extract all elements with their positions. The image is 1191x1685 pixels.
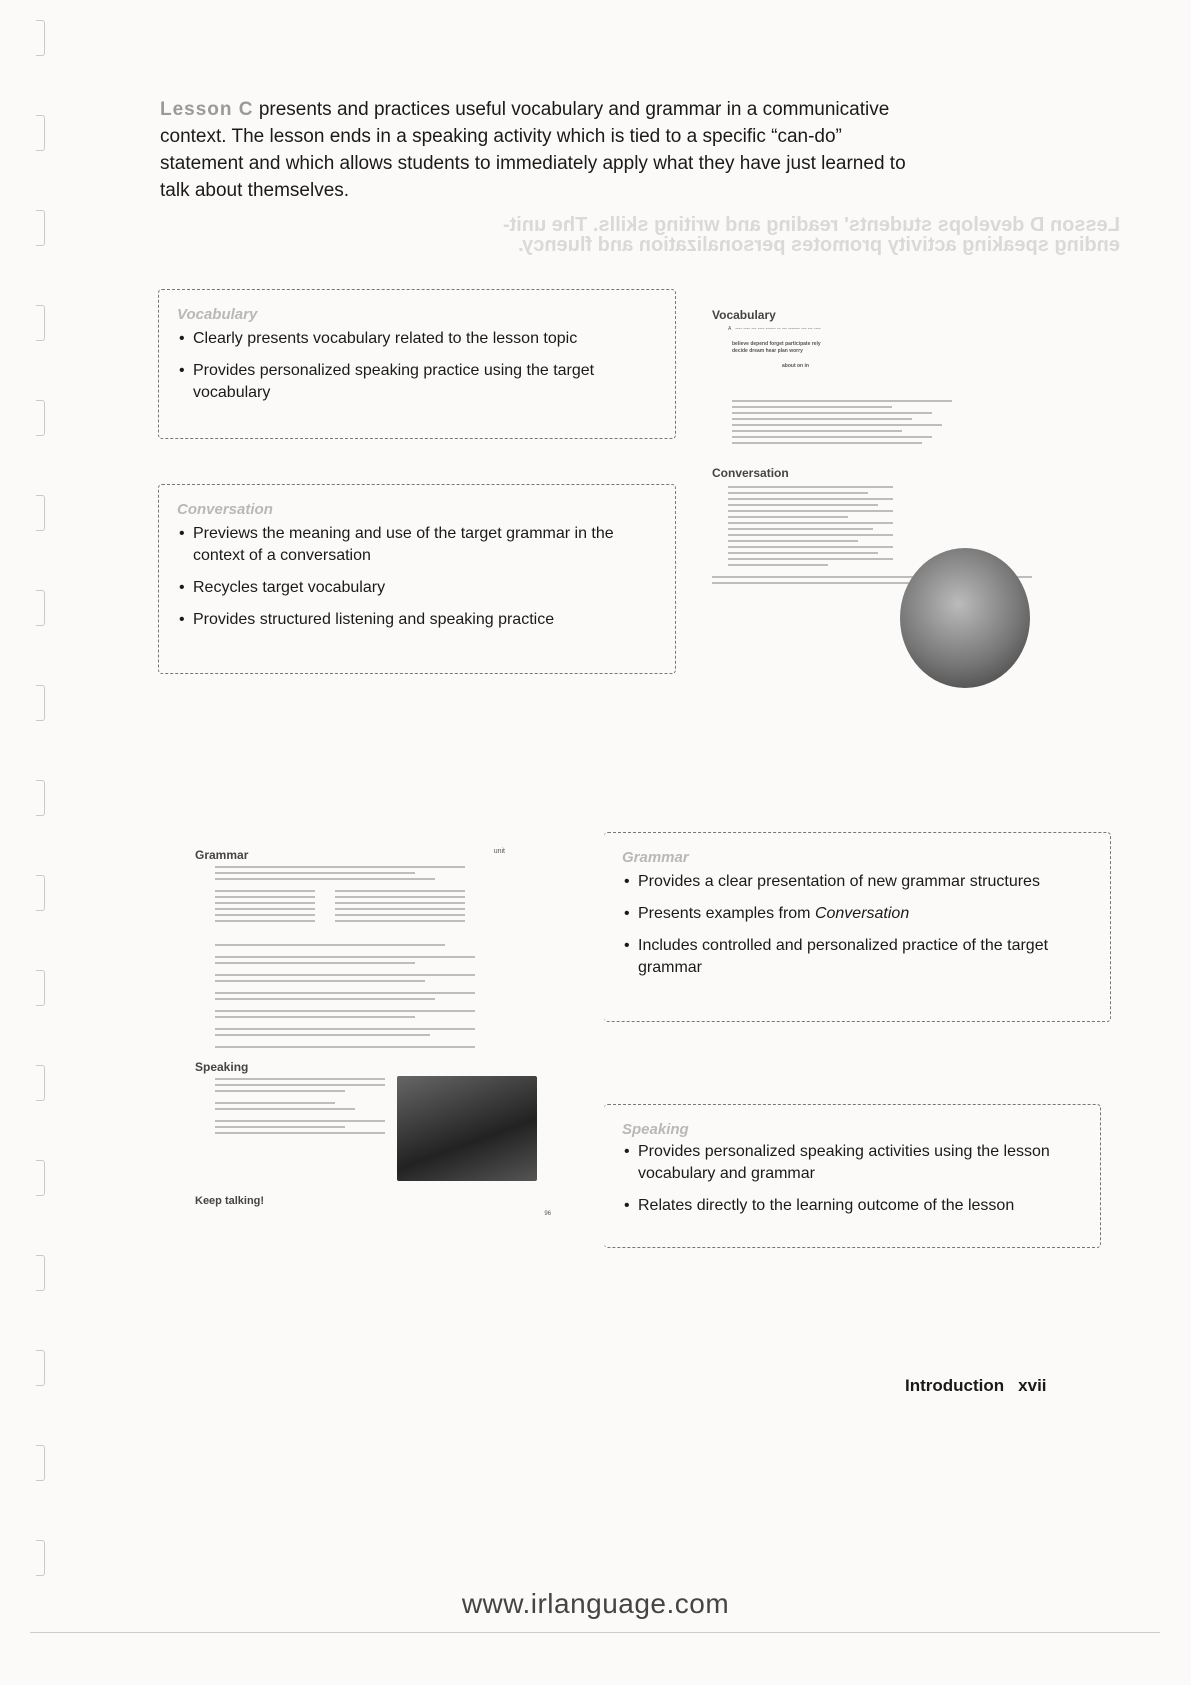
thumb-page-number: 96 (544, 1211, 551, 1217)
speaking-photo (397, 1076, 537, 1181)
list-item: • Provides structured listening and speaking practice (177, 609, 657, 631)
thumb-grammar-heading: Grammar (195, 848, 249, 862)
page-thumbnail-grammar (195, 848, 555, 1318)
grammar-callout (604, 832, 1111, 1022)
list-item: • Provides personalized speaking activities using the lesson vocabulary and grammar (622, 1141, 1082, 1185)
footer-url: www.irlanguage.com (461, 1588, 730, 1619)
list-item: • Presents examples from Conversation (622, 903, 1092, 925)
speaking-callout (604, 1104, 1101, 1248)
intro-paragraph (160, 96, 920, 204)
speaking-heading: Speaking (622, 1121, 689, 1138)
thumb-exercise-lines (732, 400, 962, 444)
thumb-unit-label: unit (493, 848, 505, 855)
intro-text: presents and practices useful vocabulary and grammar in a communicative context. The lesson ends in a speaking activity which is tied to a specific “can-do” statement and which allows students to immediately apply what they have just learned to talk about themselves. (160, 99, 906, 201)
vocabulary-heading: Vocabulary (177, 306, 258, 323)
thumb-word-row: believe depend forget participate rely (732, 341, 821, 347)
grammar-list (622, 871, 1092, 979)
bleed-through-text: Lesson D develops students' reading and writing skills. The unit-ending speaking activity promotes personalization and fluency. (502, 214, 1120, 256)
thumb-grammar-exercise (215, 944, 475, 1048)
thumb-speaking-lines (215, 1074, 385, 1181)
list-item: • Relates directly to the learning outcome of the lesson (622, 1195, 1082, 1217)
thumb-speaking-heading: Speaking (195, 1060, 249, 1074)
page-number: xvii (1018, 1376, 1047, 1395)
grammar-heading: Grammar (622, 849, 689, 866)
conversation-callout (158, 484, 676, 674)
vocabulary-callout (158, 289, 676, 439)
list-item: • Includes controlled and personalized practice of the target grammar (622, 935, 1092, 979)
list-item: • Clearly presents vocabulary related to the lesson topic (177, 328, 657, 350)
thumb-keep-talking-heading: Keep talking! (195, 1195, 265, 1207)
list-item: • Recycles target vocabulary (177, 577, 657, 599)
list-item: • Provides personalized speaking practice using the target vocabulary (177, 360, 657, 404)
binding-edge (36, 20, 50, 1620)
list-item: • Previews the meaning and use of the target grammar in the context of a conversation (177, 523, 657, 567)
footer-divider (30, 1632, 1160, 1633)
thumb-word-row: decide dream hear plan worry (732, 348, 803, 354)
page-label (905, 1376, 1047, 1396)
speaking-list (622, 1141, 1082, 1217)
thumb-vocabulary-heading: Vocabulary (712, 308, 776, 322)
conversation-photo (900, 548, 1030, 688)
thumb-grammar-table (215, 866, 465, 926)
conversation-heading: Conversation (177, 501, 273, 518)
list-item: • Provides a clear presentation of new grammar structures (622, 871, 1092, 893)
page-thumbnail-vocabulary (712, 308, 1052, 758)
vocabulary-list (177, 328, 657, 404)
lesson-label: Lesson C (160, 99, 254, 120)
thumb-dialogue-lines (728, 486, 893, 566)
thumb-conversation-heading: Conversation (712, 466, 789, 480)
conversation-list (177, 523, 657, 631)
thumb-instructions: A ---- ---- --- ---- ------ -- --- ------- --- --- ---- (728, 326, 821, 332)
thumb-prepositions: about on in (782, 363, 809, 369)
section-title: Introduction (905, 1376, 1005, 1395)
